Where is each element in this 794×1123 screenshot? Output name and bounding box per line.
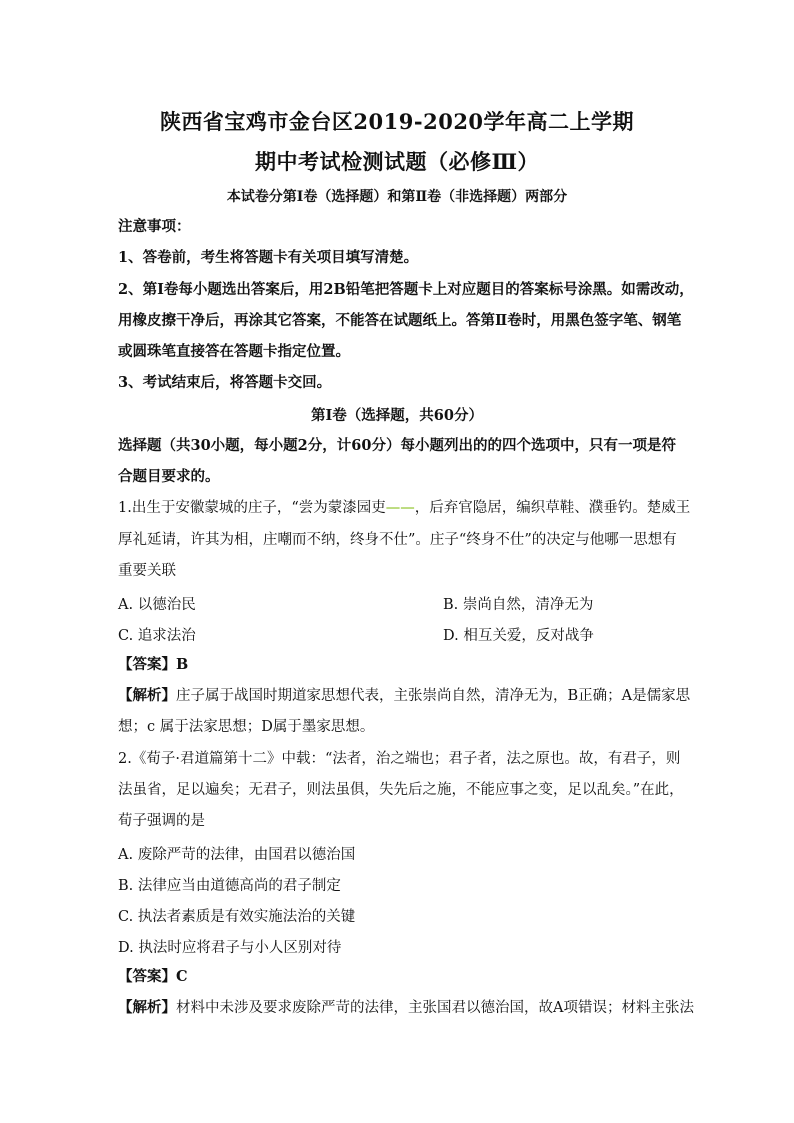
q2-analysis-text: 材料中未涉及要求废除严苛的法律，主张国君以德治国，故A项错误；材料主张法	[176, 1000, 694, 1016]
q1-option-b: B. 崇尚自然，清净无为	[443, 597, 594, 613]
q2-option-c: C. 执法者素质是有效实施法治的关键	[118, 909, 356, 925]
q1-option-c: C. 追求法治	[118, 628, 196, 644]
notes-heading: 注意事项：	[118, 218, 191, 235]
q1-analysis-text: 庄子属于战国时期道家思想代表，主张崇尚自然，清净无为，B正确；A是儒家思	[176, 688, 691, 704]
q2-option-d: D. 执法时应将君子与小人区别对待	[118, 940, 342, 956]
q2-analysis-label: 【解析】	[118, 999, 176, 1016]
q1-analysis-label: 【解析】	[118, 687, 176, 704]
q2-option-a: A. 废除严苛的法律，由国君以德治国	[118, 847, 356, 863]
q2-stem-line1: 2.《荀子·君道篇第十二》中载：“法者，治之端也；君子者，法之原也。故，有君子，则	[118, 751, 681, 767]
page-subtitle: 本试卷分第Ⅰ卷（选择题）和第Ⅱ卷（非选择题）两部分	[226, 189, 568, 205]
q1-option-d: D. 相互关爱，反对战争	[443, 628, 594, 644]
q1-stem-part-b: ，后弃官隐居，编织草鞋、濮垂钓。楚威王	[414, 500, 691, 516]
q1-analysis-line2: 想；c 属于法家思想；D属于墨家思想。	[118, 719, 375, 735]
q1-stem-line3: 重要关联	[118, 563, 176, 579]
q1-answer: 【答案】B	[118, 656, 189, 673]
q2-stem-line2: 法虽省，足以遍矣；无君子，则法虽俱，失先后之施，不能应事之变，足以乱矣。”在此，	[118, 782, 684, 798]
q1-analysis-line1	[118, 686, 690, 706]
section-intro-line1: 选择题（共30小题，每小题2分，计60分）每小题列出的的四个选项中，只有一项是符	[118, 437, 676, 454]
q2-stem-line3: 荀子强调的是	[118, 813, 205, 829]
section-intro-line2: 合题目要求的。	[118, 468, 220, 485]
q1-stem-line1	[118, 498, 690, 518]
q1-option-a: A. 以德治民	[118, 597, 196, 613]
q1-stem-line2: 厚礼延请，许其为相，庄嘲而不纳，终身不仕”。庄子“终身不仕”的决定与他哪一思想有	[118, 532, 677, 548]
q2-analysis-line1	[118, 998, 694, 1018]
q1-highlight-dash: ——	[385, 500, 415, 516]
note-item-1: 1、答卷前，考生将答题卡有关项目填写清楚。	[118, 249, 419, 266]
q1-stem-part-a: 1.出生于安徽蒙城的庄子，“尝为蒙漆园吏	[118, 500, 386, 516]
note-item-2-line2: 用橡皮擦干净后，再涂其它答案，不能答在试题纸上。答第Ⅱ卷时，用黑色签字笔、钢笔	[118, 312, 682, 329]
page-title-line2: 期中考试检测试题（必修Ⅲ）	[254, 149, 540, 174]
section-heading: 第Ⅰ卷（选择题，共60分）	[311, 407, 483, 424]
note-item-2-line3: 或圆珠笔直接答在答题卡指定位置。	[118, 343, 350, 360]
note-item-3: 3、考试结束后，将答题卡交回。	[118, 374, 332, 391]
page-title: 陕西省宝鸡市金台区2019-2020学年高二上学期	[159, 109, 635, 134]
note-item-2-line1: 2、第Ⅰ卷每小题选出答案后，用2B铅笔把答题卡上对应题目的答案标号涂黑。如需改动，	[118, 281, 694, 298]
q2-answer: 【答案】C	[118, 968, 188, 985]
q2-option-b: B. 法律应当由道德高尚的君子制定	[118, 878, 341, 894]
